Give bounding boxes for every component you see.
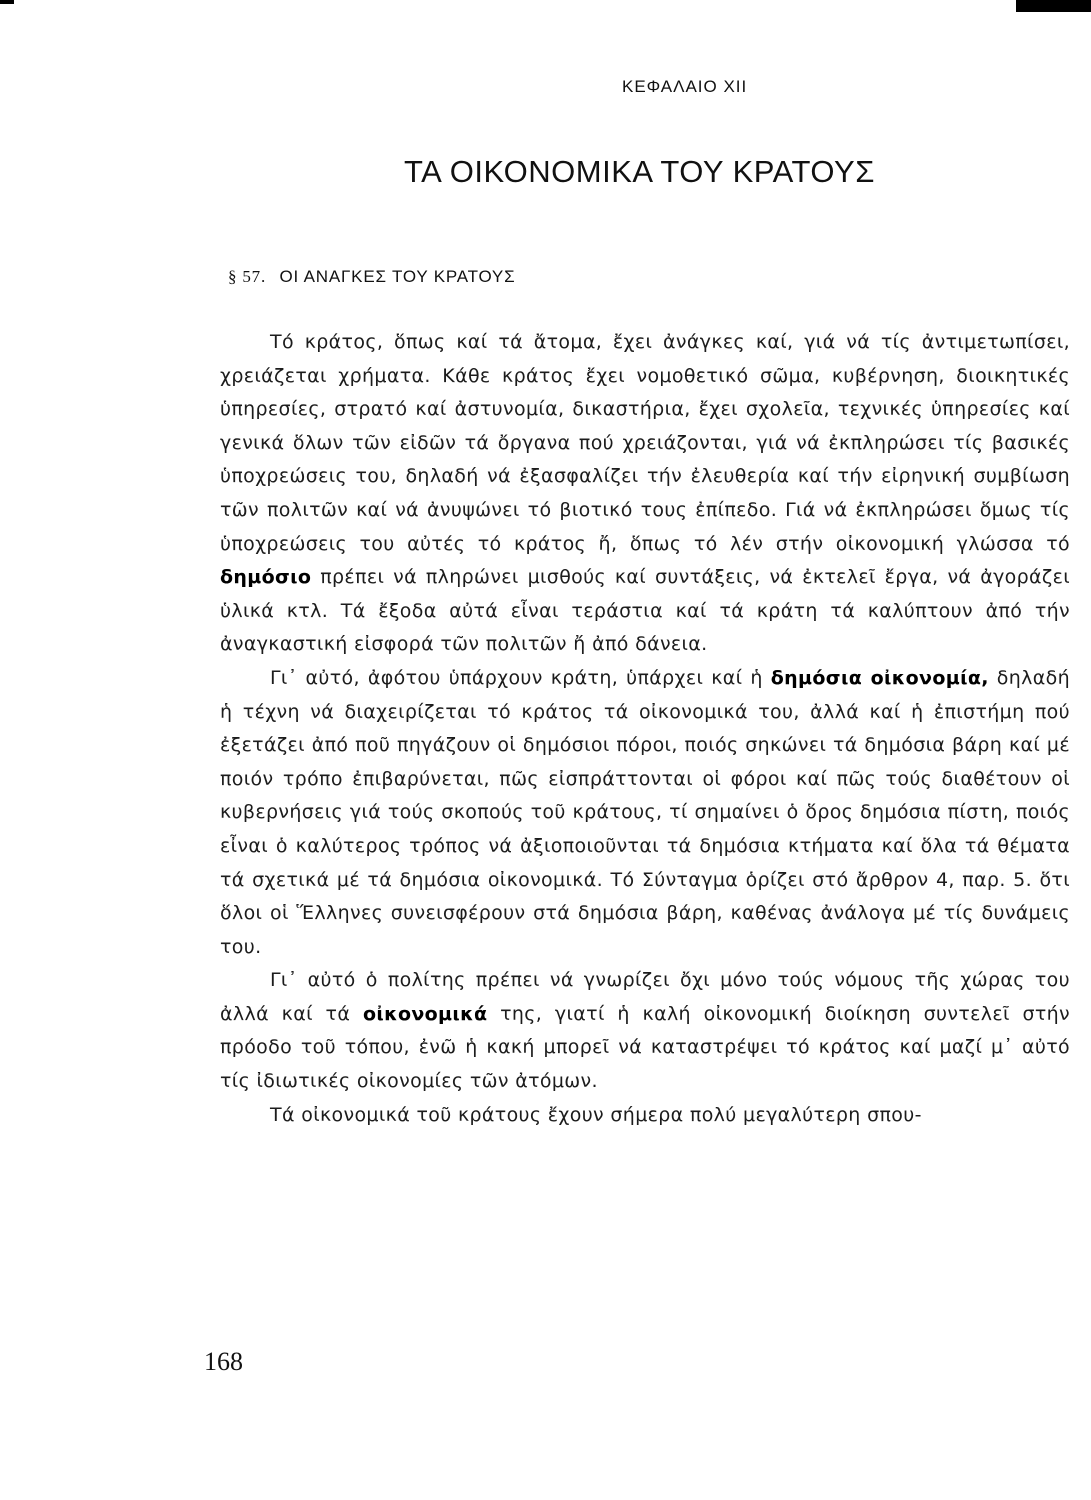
paragraph-2 — [220, 662, 1070, 964]
section-heading — [228, 267, 515, 287]
paragraph-1-text-after: πρέπει νά πληρώνει μισθούς καί συντάξεις, νά ἐκτελεῖ ἔργα, νά ἀγοράζει ὑλικά κτλ. Τά ἔξοδα αὐτά εἶναι τεράστια καί τά κράτη τά καλύπτουν ἀπό τήν ἀναγκαστική εἰσφορά τῶν πολιτῶν ἤ ἀπό δάνεια. — [220, 566, 1071, 656]
term-dimosia-oikonomia: δημόσια οἰκονομία, — [770, 666, 989, 689]
paragraph-4 — [220, 1099, 1070, 1133]
paragraph-3-text-after: της, γιατί ἡ καλή οἰκονομική διοίκηση συντελεῖ στήν πρόοδο τοῦ τόπου, ἐνῶ ἡ κακή μπορεῖ νά καταστρέψει τό κράτος καί μαζί μ᾽ αὐτό τίς ἰδιωτικές οἰκονομίες τῶν ἀτόμων. — [220, 1002, 1071, 1093]
chapter-label: ΚΕΦΑΛΑΙΟ XII — [622, 77, 748, 96]
section-number: § 57. — [228, 267, 266, 286]
term-dimosio: δημόσιο — [220, 566, 312, 589]
body-text — [220, 326, 1070, 1132]
paragraph-3-text: Γι᾽ αὐτό ὁ πολίτης πρέπει νά γνωρίζει ὄχι μόνο τούς νόμους τῆς χώρας του ἀλλά καί τά — [220, 969, 1070, 1025]
paragraph-1 — [220, 326, 1070, 662]
section-title: ΟΙ ΑΝΑΓΚΕΣ ΤΟΥ ΚΡΑΤΟΥΣ — [279, 267, 516, 286]
paragraph-3 — [220, 964, 1070, 1098]
paragraph-2-text-after: δηλαδή ἡ τέχνη νά διαχειρίζεται τό κράτος τά οἰκονομικά του, ἀλλά καί ἡ ἐπιστήμη πού ἐξετάζει ἀπό ποῦ πηγάζουν οἱ δημόσιοι πόροι, ποιός σηκώνει τά δημόσια βάρη καί μέ ποιόν τρόπο ἐπιβαρύνεται, πῶς εἰσπράττονται οἱ φόροι καί πῶς τούς διαθέτουν οἱ κυβερνήσεις γιά τούς σκοπούς τοῦ κράτους, τί σημαίνει ὁ ὅρος δημόσια πίστη, ποιός εἶναι ὁ καλύτερος τρόπος νά ἀξιοποιοῦνται τά δημόσια κτήματα καί ὅλα τά θέματα τά σχετικά μέ τά δημόσια οἰκονομικά. Τό Σύνταγμα ὁρίζει στό ἄρθρον 4, παρ. 5. ὅτι ὅλοι οἱ Ἕλληνες συνεισφέρουν στά δημόσια βάρη, καθένας ἀνάλογα μέ τίς δυνάμεις του. — [220, 666, 1070, 958]
page-number: 168 — [204, 1347, 243, 1376]
term-oikonomika: οἰκονομικά — [362, 1002, 488, 1025]
paragraph-1-text: Τό κράτος, ὅπως καί τά ἄτομα, ἔχει ἀνάγκες καί, γιά νά τίς ἀντιμετωπίσει, χρειάζεται χρήματα. Κάθε κράτος ἔχει νομοθετικό σῶμα, κυβέρνηση, διοικητικές ὑπηρεσίες, στρατό καί ἀστυνομία, δικαστήρια, ἔχει σχολεῖα, τεχνικές ὑπηρεσίες καί γενικά ὅλων τῶν εἰδῶν τά ὄργανα πού χρειάζονται, γιά νά ἐκπληρώσει τίς βασικές ὑποχρεώσεις του, δηλαδή νά ἐξασφαλίζει τήν ἐλευθερία καί τήν εἰρηνική συμβίωση τῶν πολιτῶν καί νά ἀνυψώνει τό βιοτικό τους ἐπίπεδο. Γιά νά ἐκπληρώσει ὅμως τίς ὑποχρεώσεις του αὐτές τό κράτος ἤ, ὅπως τό λέν στήν οἰκονομική γλώσσα τό — [220, 331, 1070, 555]
paragraph-2-text: Γι᾽ αὐτό, ἀφότου ὑπάρχουν κράτη, ὑπάρχει καί ἡ — [270, 666, 763, 689]
paragraph-4-text: Τά οἰκονομικά τοῦ κράτους ἔχουν σήμερα πολύ μεγαλύτερη σπου- — [270, 1103, 922, 1126]
chapter-title: ΤΑ ΟΙΚΟΝΟΜΙΚΑ ΤΟΥ ΚΡΑΤΟΥΣ — [404, 154, 875, 189]
